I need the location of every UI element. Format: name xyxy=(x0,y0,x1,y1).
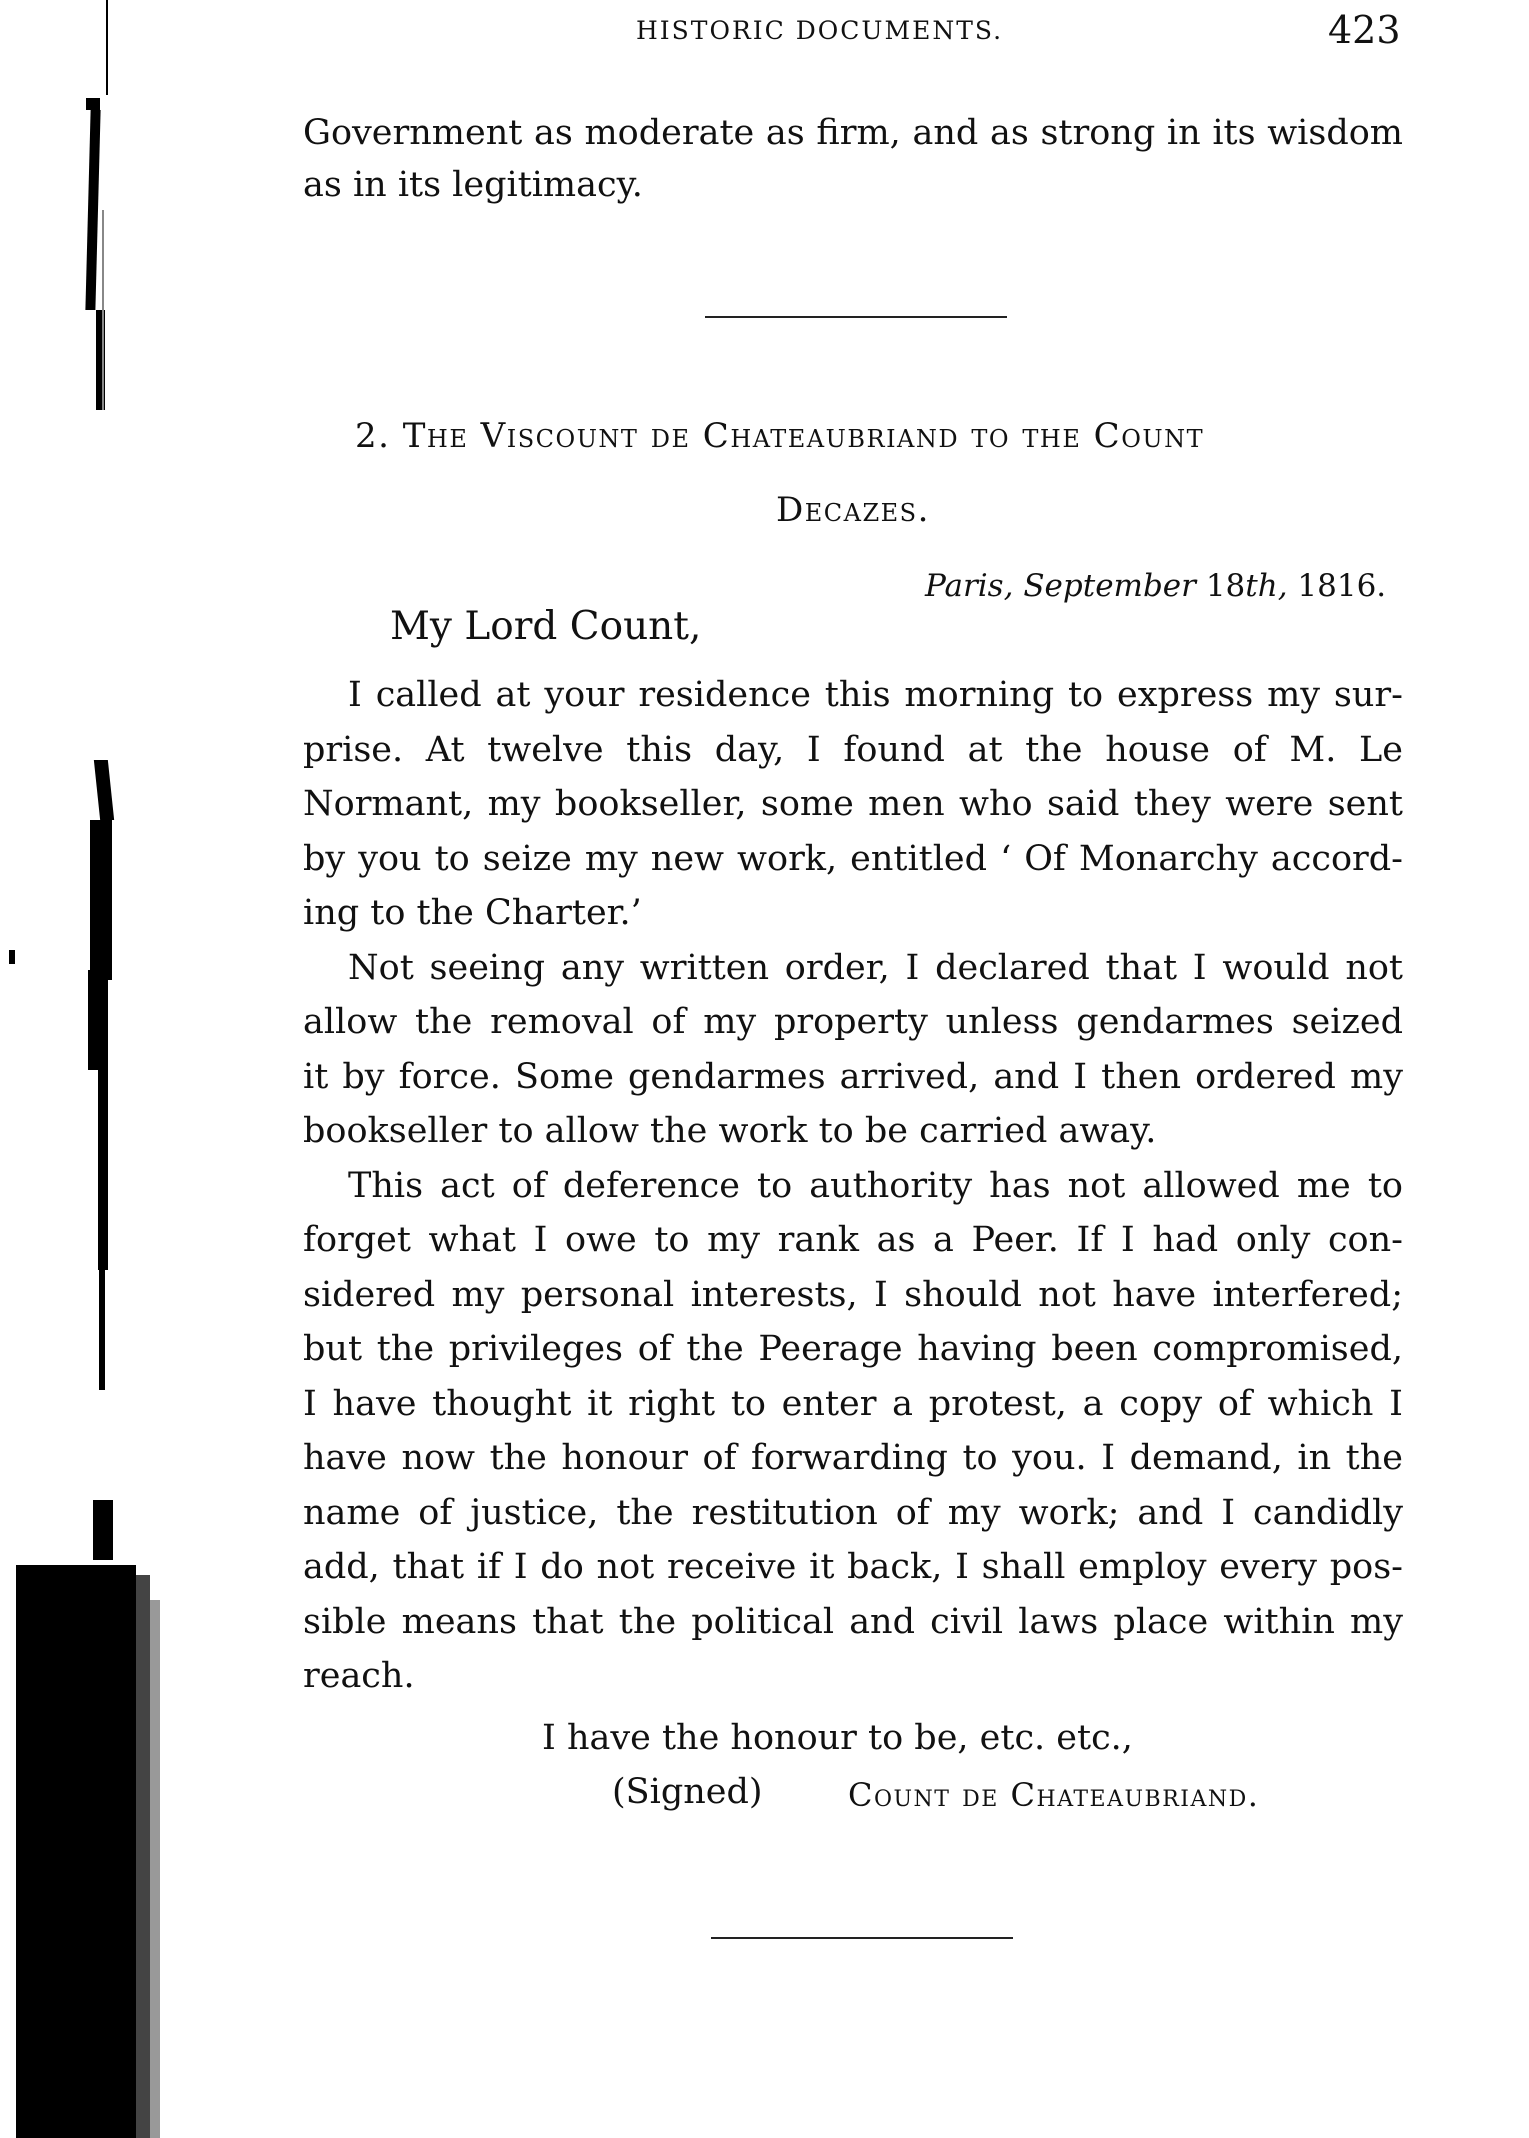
dateline-day-suffix: th, xyxy=(1245,568,1288,604)
section-end-divider xyxy=(711,1937,1013,1939)
body-line: prise. At twelve this day, I found at the house of M. Le xyxy=(303,730,1403,770)
text-line: as in its legitimacy. xyxy=(303,165,643,205)
body-line: allow the removal of my property unless gendarmes seized xyxy=(303,1002,1403,1042)
body-line: Not seeing any written order, I declared that I would not xyxy=(348,948,1403,988)
dateline-month: September xyxy=(1023,568,1196,604)
dateline-day: 18 xyxy=(1205,568,1246,604)
body-line: Normant, my bookseller, some men who said they were sent xyxy=(303,784,1403,824)
body-line: but the privileges of the Peerage having been compromised, xyxy=(303,1329,1403,1369)
body-line: This act of deference to authority has not allowed me to xyxy=(348,1166,1403,1206)
body-line: I called at your residence this morning to express my sur- xyxy=(348,675,1403,715)
page-number: 423 xyxy=(1328,8,1401,52)
body-line: sible means that the political and civil laws place within my xyxy=(303,1602,1403,1642)
dateline-place: Paris, xyxy=(925,568,1014,604)
body-line: sidered my personal interests, I should not have interfered; xyxy=(303,1275,1403,1315)
section-heading-line-1: 2. The Viscount de Chateaubriand to the Count xyxy=(355,416,1205,456)
body-line: I have thought it right to enter a protest, a copy of which I xyxy=(303,1384,1403,1424)
section-heading-line-2: Decazes. xyxy=(776,490,930,530)
salutation: My Lord Count, xyxy=(390,604,702,649)
signed-label: (Signed) xyxy=(612,1772,763,1812)
closing-line: I have the honour to be, etc. etc., xyxy=(542,1718,1133,1758)
dateline-year: 1816. xyxy=(1297,568,1387,604)
section-divider xyxy=(705,316,1007,318)
body-line: add, that if I do not receive it back, I shall employ every pos- xyxy=(303,1547,1403,1587)
body-line: forget what I owe to my rank as a Peer. If I had only con- xyxy=(303,1220,1403,1260)
body-line: bookseller to allow the work to be carried away. xyxy=(303,1111,1157,1151)
body-line: name of justice, the restitution of my work; and I candidly xyxy=(303,1493,1403,1533)
body-line: it by force. Some gendarmes arrived, and I then ordered my xyxy=(303,1057,1403,1097)
dateline xyxy=(925,568,1386,604)
body-line: reach. xyxy=(303,1656,415,1696)
running-title: HISTORIC DOCUMENTS. xyxy=(636,16,1004,45)
signatory-name: Count de Chateaubriand. xyxy=(848,1776,1260,1814)
text-line: Government as moderate as firm, and as strong in its wisdom xyxy=(303,113,1403,153)
body-line: by you to seize my new work, entitled ‘ Of Monarchy accord- xyxy=(303,839,1403,879)
body-line: have now the honour of forwarding to you. I demand, in the xyxy=(303,1438,1403,1478)
body-line: ing to the Charter.’ xyxy=(303,893,642,933)
